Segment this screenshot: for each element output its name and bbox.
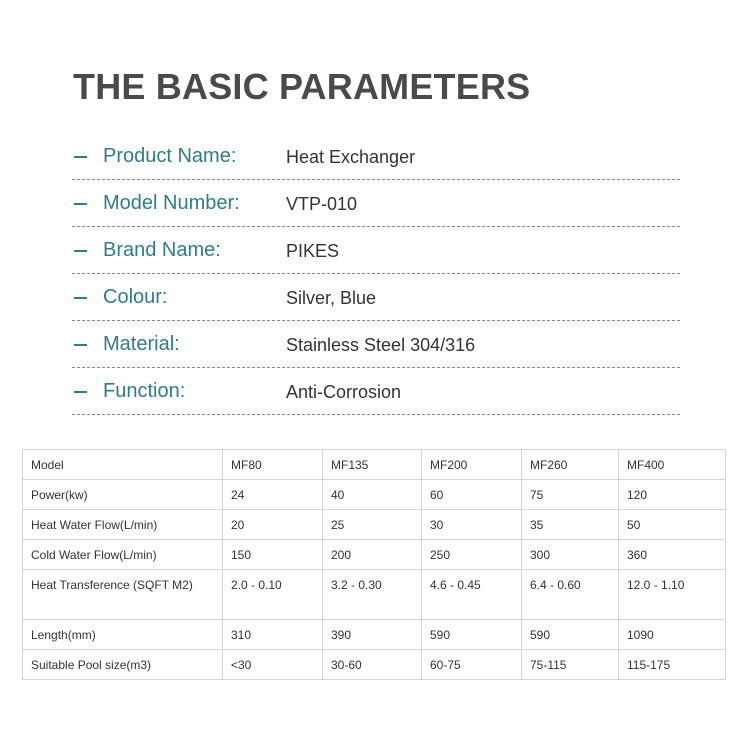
- table-cell: Suitable Pool size(m3): [23, 650, 223, 680]
- param-value: Silver, Blue: [286, 288, 377, 308]
- table-cell: 60-75: [422, 650, 522, 680]
- param-row-colour: [72, 274, 680, 321]
- dash-icon: [74, 250, 87, 252]
- table-cell: 390: [323, 620, 422, 650]
- param-value: Heat Exchanger: [286, 147, 416, 167]
- table-cell: 4.6 - 0.45: [422, 570, 522, 620]
- table-cell: Model: [23, 450, 223, 480]
- table-cell: Heat Water Flow(L/min): [23, 510, 223, 540]
- table-cell: 120: [619, 480, 726, 510]
- table-cell: 360: [619, 540, 726, 570]
- table-cell: 60: [422, 480, 522, 510]
- dash-icon: [74, 156, 87, 158]
- param-label: Model Number:: [103, 192, 240, 214]
- basic-parameters-list: [72, 133, 680, 415]
- table-row: [23, 480, 726, 510]
- table-cell: 6.4 - 0.60: [522, 570, 619, 620]
- param-value: Anti-Corrosion: [286, 382, 402, 402]
- table-cell: MF200: [422, 450, 522, 480]
- table-row: [23, 540, 726, 570]
- table-cell: MF400: [619, 450, 726, 480]
- table-cell: 590: [422, 620, 522, 650]
- param-row-brand-name: [72, 227, 680, 274]
- table-row: [23, 620, 726, 650]
- table-cell: MF135: [323, 450, 422, 480]
- spec-table: [22, 449, 726, 680]
- param-row-product-name: [72, 133, 680, 180]
- param-value: PIKES: [286, 241, 340, 261]
- table-cell: MF260: [522, 450, 619, 480]
- table-cell: Length(mm): [23, 620, 223, 650]
- table-cell: 20: [223, 510, 323, 540]
- table-cell: 35: [522, 510, 619, 540]
- param-label: Material:: [103, 333, 180, 355]
- table-cell: 75-115: [522, 650, 619, 680]
- param-value: VTP-010: [286, 194, 358, 214]
- table-cell: 150: [223, 540, 323, 570]
- table-row: [23, 650, 726, 680]
- table-cell: MF80: [223, 450, 323, 480]
- table-cell: 115-175: [619, 650, 726, 680]
- table-cell: Heat Transference (SQFT M2): [23, 570, 223, 620]
- param-row-function: [72, 368, 680, 415]
- table-cell: Power(kw): [23, 480, 223, 510]
- table-cell: 310: [223, 620, 323, 650]
- table-row: [23, 510, 726, 540]
- table-cell: 1090: [619, 620, 726, 650]
- table-cell: 30: [422, 510, 522, 540]
- table-cell: 75: [522, 480, 619, 510]
- table-cell: 300: [522, 540, 619, 570]
- table-cell: 40: [323, 480, 422, 510]
- page-title: THE BASIC PARAMETERS: [73, 66, 531, 107]
- dash-icon: [74, 297, 87, 299]
- param-row-material: [72, 321, 680, 368]
- table-cell: 3.2 - 0.30: [323, 570, 422, 620]
- table-row: [23, 450, 726, 480]
- table-cell: 30-60: [323, 650, 422, 680]
- table-cell: 590: [522, 620, 619, 650]
- param-label: Brand Name:: [103, 239, 221, 261]
- dash-icon: [74, 203, 87, 205]
- param-value: Stainless Steel 304/316: [286, 335, 476, 355]
- param-label: Function:: [103, 380, 186, 402]
- table-cell: Cold Water Flow(L/min): [23, 540, 223, 570]
- table-cell: 24: [223, 480, 323, 510]
- table-row: [23, 570, 726, 620]
- param-label: Product Name:: [103, 145, 237, 167]
- table-cell: 2.0 - 0.10: [223, 570, 323, 620]
- table-cell: 12.0 - 1.10: [619, 570, 726, 620]
- table-cell: 50: [619, 510, 726, 540]
- param-row-model-number: [72, 180, 680, 227]
- dash-icon: [74, 391, 87, 393]
- param-label: Colour:: [103, 286, 168, 308]
- table-cell: 25: [323, 510, 422, 540]
- table-cell: 250: [422, 540, 522, 570]
- dash-icon: [74, 344, 87, 346]
- table-cell: 200: [323, 540, 422, 570]
- table-cell: <30: [223, 650, 323, 680]
